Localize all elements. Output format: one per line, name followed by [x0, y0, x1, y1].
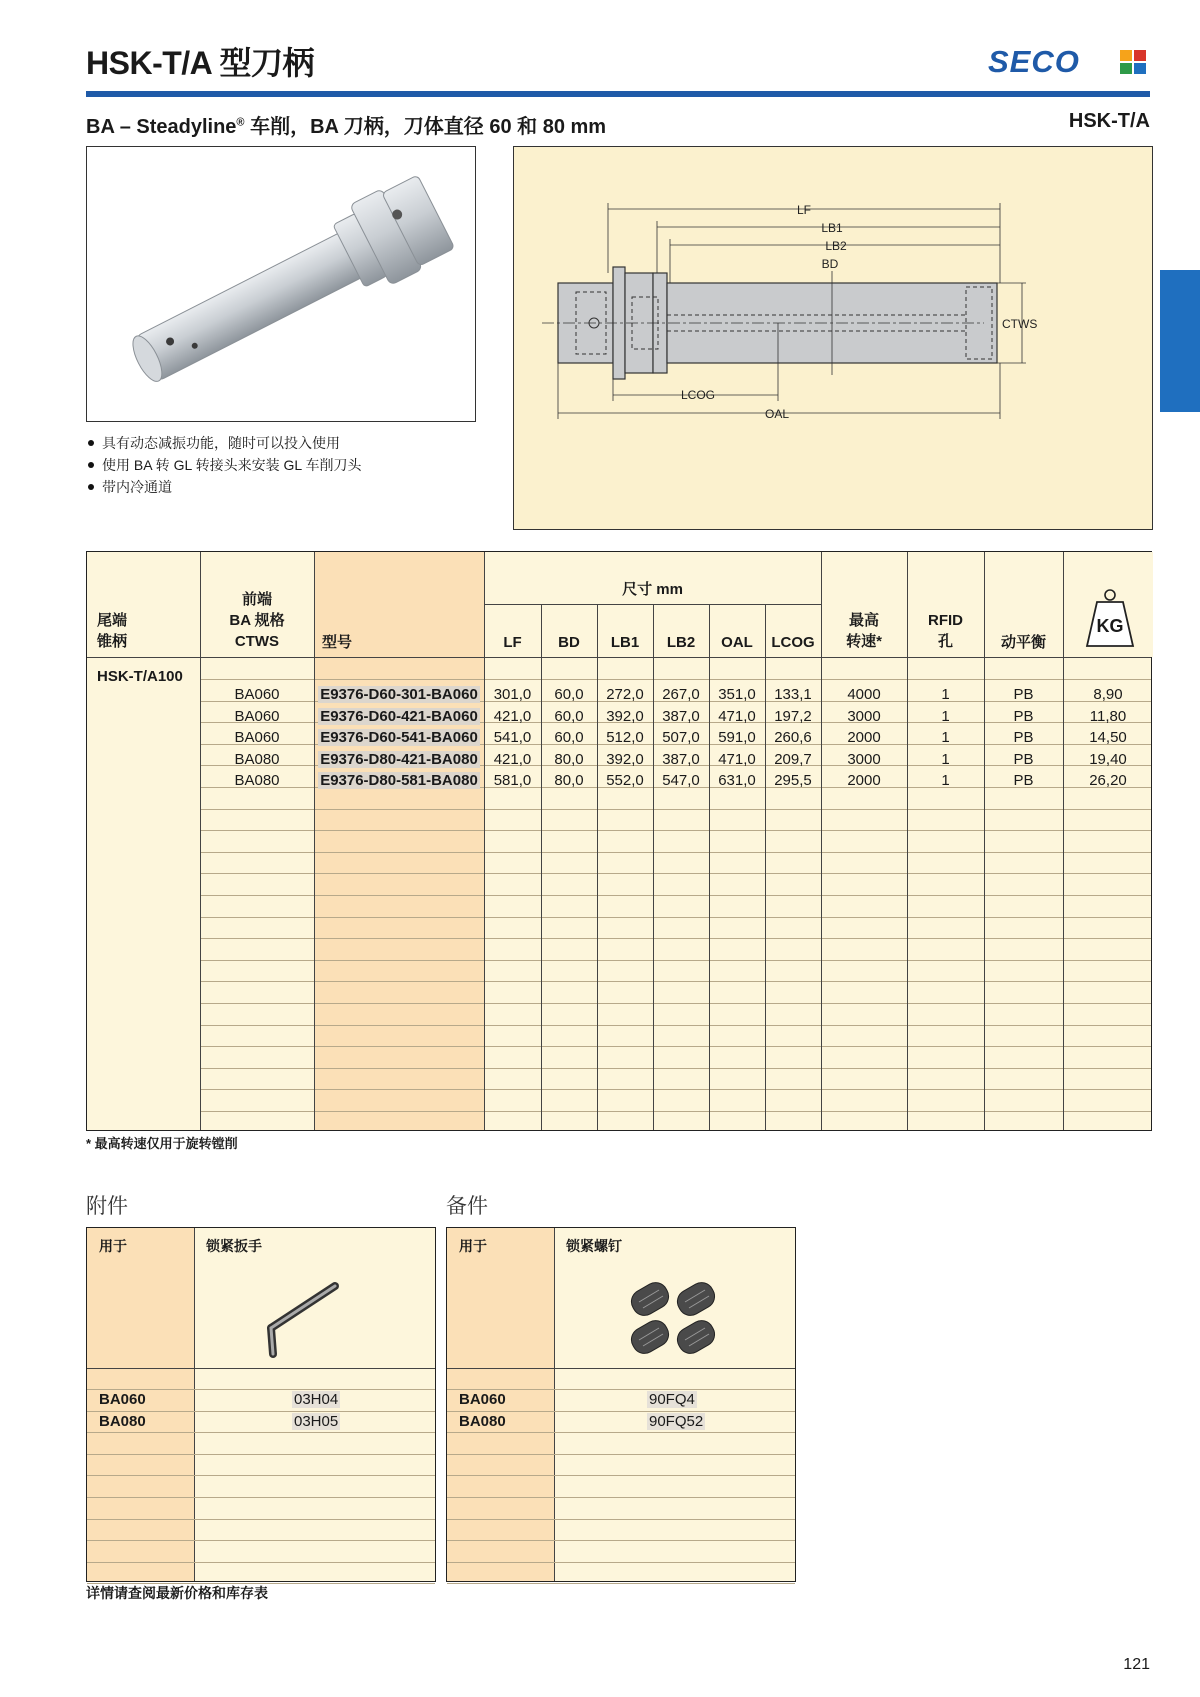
cell-kg [1063, 770, 1153, 791]
bullet-icon [88, 484, 94, 490]
for-header: 用于 [99, 1238, 127, 1254]
header-rfid: RFID 孔 [928, 612, 963, 650]
weight-icon [1085, 588, 1135, 648]
header-lb2: LB2 [666, 634, 696, 651]
page-title: HSK-T/A 型刀柄 [86, 45, 314, 81]
dim-label-lb2: LB2 [825, 239, 847, 253]
cell-value-lb1: 552,0 [606, 772, 644, 790]
row-line [87, 1475, 435, 1476]
col-divider [765, 604, 766, 1130]
cell-value-lb2: 387,0 [662, 707, 700, 725]
cell-speed [821, 770, 907, 791]
cell-speed [821, 684, 907, 705]
cell-lb1 [597, 684, 653, 705]
spare-for: BA060 [459, 1391, 506, 1408]
row-line [447, 1540, 795, 1541]
cell-value-kg: 19,40 [1089, 750, 1127, 768]
cell-ctws [200, 727, 314, 748]
cell-rfid [907, 706, 984, 727]
cell-model [314, 727, 484, 748]
cell-value-lcog: 260,6 [774, 729, 812, 747]
cell-value-kg: 26,20 [1089, 772, 1127, 790]
cell-lf [484, 706, 541, 727]
cell-balance [984, 706, 1063, 727]
cell-value-lf: 301,0 [493, 686, 532, 703]
feature-text: 带内冷通道 [102, 479, 172, 495]
row-line [447, 1454, 795, 1455]
cell-ctws [200, 749, 314, 770]
cell-value-lb1: 392,0 [606, 750, 644, 768]
spare-parts-table [446, 1227, 796, 1582]
header-front: 前端 BA 规格 CTWS [229, 591, 285, 650]
dim-label-oal: OAL [764, 407, 790, 421]
section-code: HSK-T/A [1068, 110, 1150, 132]
dim-label-lcog: LCOG [680, 388, 716, 402]
row-line [200, 1111, 1151, 1112]
tool-holder-drawing [514, 147, 1152, 529]
cell-value-lcog: 197,2 [774, 707, 812, 725]
footnote: * 最高转速仅用于旋转镗削 [86, 1136, 238, 1151]
row-line [87, 1519, 435, 1520]
cell-lcog [765, 749, 821, 770]
cell-value-speed: 2000 [847, 729, 881, 747]
cell-value-rfid: 1 [941, 772, 950, 790]
cell-ctws [200, 684, 314, 705]
row-line [447, 1497, 795, 1498]
cell-value-speed: 3000 [847, 707, 881, 725]
cell-value-ctws: BA060 [234, 729, 280, 747]
spare-for: BA080 [459, 1413, 506, 1430]
cell-value-lb2: 507,0 [662, 729, 700, 747]
cell-speed [821, 749, 907, 770]
cell-value-model: E9376-D60-541-BA060 [320, 729, 478, 747]
row-line [200, 1025, 1151, 1026]
bullet-icon [88, 440, 94, 446]
feature-item [86, 432, 362, 454]
cell-speed [821, 706, 907, 727]
header-lb1: LB1 [610, 634, 640, 651]
cell-value-balance: PB [1013, 686, 1034, 703]
cell-value-ctws: BA080 [234, 772, 280, 790]
header-rule [86, 91, 1150, 97]
cell-lf [484, 727, 541, 748]
cell-oal [709, 727, 765, 748]
feature-item [86, 476, 362, 498]
row-line [200, 1089, 1151, 1090]
cell-kg [1063, 749, 1153, 770]
cell-value-lcog: 133,1 [774, 686, 812, 703]
cell-value-speed: 4000 [847, 686, 881, 703]
feature-list [86, 432, 362, 498]
spare-code: 90FQ52 [649, 1413, 704, 1430]
cell-value-rfid: 1 [941, 707, 950, 725]
cell-bd [541, 684, 597, 705]
accessory-for: BA080 [99, 1413, 146, 1430]
cell-lb2 [653, 770, 709, 791]
cell-value-bd: 60,0 [554, 686, 584, 703]
shank-type: HSK-T/A100 [97, 668, 183, 685]
price-note: 详情请查阅最新价格和库存表 [86, 1585, 268, 1601]
brand-name: SECO [988, 44, 1080, 79]
cell-value-bd: 60,0 [554, 729, 584, 747]
for-header: 用于 [459, 1238, 487, 1254]
row-line [87, 1454, 435, 1455]
row-line [200, 938, 1151, 939]
cell-lcog [765, 727, 821, 748]
row-line [447, 1389, 795, 1390]
cell-oal [709, 706, 765, 727]
cell-value-rfid: 1 [941, 750, 950, 768]
bullet-icon [88, 462, 94, 468]
row-line [200, 1003, 1151, 1004]
cell-kg [1063, 727, 1153, 748]
cell-value-lb2: 547,0 [662, 772, 700, 790]
cell-lb1 [597, 727, 653, 748]
header-lf: LF [503, 634, 522, 651]
cell-value-lb2: 387,0 [662, 750, 700, 768]
cell-value-ctws: BA060 [234, 707, 280, 725]
cell-lb2 [653, 684, 709, 705]
product-photo [86, 146, 476, 422]
dim-label-bd: BD [821, 257, 839, 271]
cell-value-balance: PB [1013, 750, 1034, 768]
cell-value-speed: 3000 [847, 750, 881, 768]
cell-lb2 [653, 727, 709, 748]
col-divider [1063, 552, 1064, 1130]
cell-lf [484, 749, 541, 770]
row-line [200, 1068, 1151, 1069]
product-table [86, 551, 1152, 1131]
cell-value-model: E9376-D60-301-BA060 [320, 686, 478, 703]
tool-holder-image [87, 147, 475, 421]
cell-value-lf: 421,0 [493, 707, 532, 725]
registered-mark: ® [236, 116, 245, 129]
feature-text: 具有动态减振功能，随时可以投入使用 [102, 435, 340, 451]
row-line [87, 1389, 435, 1390]
cell-value-bd: 80,0 [554, 772, 584, 790]
cell-value-kg: 11,80 [1089, 707, 1127, 725]
header-rule [447, 1368, 795, 1369]
row-line [200, 830, 1151, 831]
cell-oal [709, 770, 765, 791]
header-balance: 动平衡 [1000, 634, 1046, 651]
cell-value-model: E9376-D60-421-BA060 [320, 707, 478, 725]
col-divider [194, 1228, 195, 1581]
header-dimensions: 尺寸 mm [622, 581, 683, 598]
spare-parts-title: 备件 [446, 1194, 488, 1218]
row-line [200, 679, 1151, 680]
dim-label-lf: LF [796, 203, 812, 217]
cell-lcog [765, 706, 821, 727]
cell-lf [484, 770, 541, 791]
cell-model [314, 684, 484, 705]
cell-value-balance: PB [1013, 707, 1034, 725]
row-line [87, 1411, 435, 1412]
accessory-code: 03H04 [294, 1391, 339, 1408]
row-line [447, 1475, 795, 1476]
header-rule [87, 657, 1151, 658]
header-model: 型号 [322, 634, 353, 651]
cell-value-ctws: BA060 [234, 686, 280, 703]
row-line [200, 960, 1151, 961]
cell-rfid [907, 749, 984, 770]
cell-rfid [907, 770, 984, 791]
weight-icon-label: KG [1096, 616, 1124, 636]
cell-kg [1063, 706, 1153, 727]
accessories-title: 附件 [86, 1194, 128, 1218]
cell-value-lf: 421,0 [493, 750, 532, 768]
row-line [87, 1540, 435, 1541]
row-line [447, 1583, 795, 1584]
row-line [87, 1497, 435, 1498]
row-line [200, 809, 1151, 810]
spare-code: 90FQ4 [649, 1391, 695, 1408]
cell-oal [709, 684, 765, 705]
cell-value-rfid: 1 [941, 729, 950, 747]
header-oal: OAL [721, 634, 753, 651]
cell-value-lcog: 209,7 [774, 750, 812, 768]
cell-rfid [907, 727, 984, 748]
row-line [447, 1562, 795, 1563]
cell-value-lb1: 392,0 [606, 707, 644, 725]
cell-value-speed: 2000 [847, 772, 881, 790]
cell-value-rfid: 1 [941, 686, 950, 703]
cell-speed [821, 727, 907, 748]
cell-value-kg: 8,90 [1093, 686, 1123, 703]
feature-item [86, 454, 362, 476]
row-line [87, 1562, 435, 1563]
page-subtitle [86, 110, 606, 139]
cell-bd [541, 770, 597, 791]
cell-lb1 [597, 770, 653, 791]
cell-bd [541, 749, 597, 770]
cell-lb2 [653, 749, 709, 770]
cell-value-lf: 581,0 [493, 772, 532, 790]
cell-oal [709, 749, 765, 770]
screw-header: 锁紧螺钉 [566, 1238, 622, 1254]
cell-ctws [200, 770, 314, 791]
cell-value-bd: 60,0 [554, 707, 584, 725]
row-line [87, 1432, 435, 1433]
cell-lf [484, 684, 541, 705]
subtitle-text-a: BA – Steadyline [86, 116, 237, 138]
cell-balance [984, 770, 1063, 791]
set-screws-icon [625, 1280, 725, 1360]
cell-value-oal: 471,0 [718, 750, 756, 768]
row-line [200, 1046, 1151, 1047]
col-divider [314, 552, 315, 1130]
row-line [200, 895, 1151, 896]
cell-value-bd: 80,0 [554, 750, 584, 768]
cell-value-ctws: BA080 [234, 750, 280, 768]
cell-value-oal: 591,0 [718, 729, 756, 747]
cell-lb1 [597, 706, 653, 727]
cell-kg [1063, 684, 1153, 705]
col-divider [653, 604, 654, 1130]
cell-bd [541, 727, 597, 748]
accessory-code: 03H05 [294, 1413, 339, 1430]
cell-lcog [765, 770, 821, 791]
cell-value-lf: 541,0 [493, 729, 532, 747]
cell-value-oal: 631,0 [718, 772, 756, 790]
cell-value-lb1: 272,0 [606, 686, 644, 703]
dim-label-lb1: LB1 [821, 221, 843, 235]
cell-value-lb2: 267,0 [662, 686, 700, 703]
header-tail: 尾端 锥柄 [97, 612, 128, 650]
subtitle-text-b: 车削，BA 刀柄，刀体直径 60 和 80 mm [244, 116, 607, 138]
dimension-drawing [513, 146, 1153, 530]
seco-logo [988, 44, 1148, 80]
cell-model [314, 770, 484, 791]
header-bd: BD [558, 634, 580, 651]
accessory-for: BA060 [99, 1391, 146, 1408]
row-line [200, 873, 1151, 874]
cell-model [314, 749, 484, 770]
cell-value-oal: 351,0 [718, 686, 756, 703]
cell-ctws [200, 706, 314, 727]
cell-value-model: E9376-D80-421-BA080 [320, 750, 478, 768]
col-divider [597, 604, 598, 1130]
row-line [447, 1519, 795, 1520]
cell-value-model: E9376-D80-581-BA080 [320, 772, 478, 790]
col-divider [554, 1228, 555, 1581]
cell-value-balance: PB [1013, 772, 1034, 790]
row-line [447, 1432, 795, 1433]
cell-balance [984, 727, 1063, 748]
cell-balance [984, 684, 1063, 705]
cell-value-balance: PB [1013, 729, 1034, 747]
side-tab-marker [1160, 270, 1200, 412]
feature-text: 使用 BA 转 GL 转接头来安装 GL 车削刀头 [102, 457, 362, 473]
cell-value-oal: 471,0 [718, 707, 756, 725]
page-number: 121 [1123, 1656, 1150, 1673]
row-line [200, 917, 1151, 918]
row-line [447, 1411, 795, 1412]
cell-rfid [907, 684, 984, 705]
hex-wrench-icon [265, 1280, 365, 1360]
col-divider [541, 604, 542, 1130]
wrench-header: 锁紧扳手 [206, 1238, 262, 1254]
cell-value-lcog: 295,5 [774, 772, 812, 790]
cell-bd [541, 706, 597, 727]
cell-balance [984, 749, 1063, 770]
cell-lcog [765, 684, 821, 705]
cell-lb1 [597, 749, 653, 770]
dim-label-ctws: CTWS [1002, 317, 1038, 331]
cell-value-kg: 14,50 [1089, 729, 1127, 747]
header-rule [87, 1368, 435, 1369]
header-lcog: LCOG [771, 634, 815, 651]
header-max-speed: 最高 转速* [846, 612, 882, 650]
cell-lb2 [653, 706, 709, 727]
accessories-table [86, 1227, 436, 1582]
cell-model [314, 706, 484, 727]
col-divider [709, 604, 710, 1130]
row-line [200, 981, 1151, 982]
row-line [200, 852, 1151, 853]
logo-squares-icon [1120, 50, 1146, 74]
cell-value-lb1: 512,0 [606, 729, 644, 747]
